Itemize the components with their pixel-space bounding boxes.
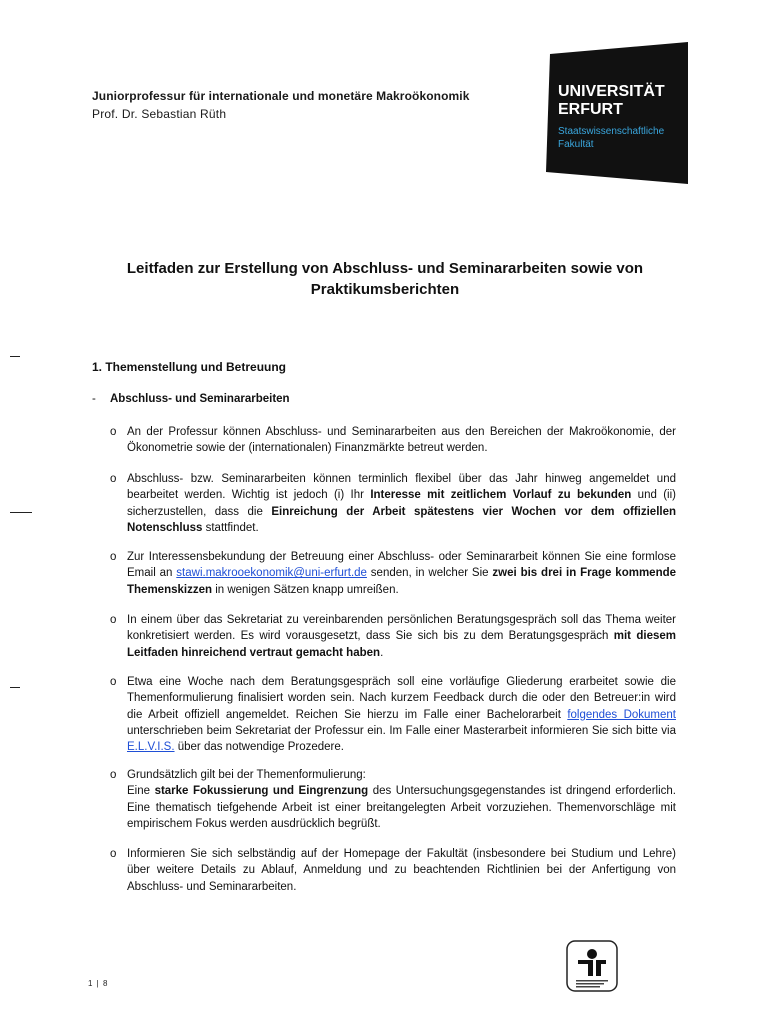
bold-run: Einreichung der Arbeit spätestens vier Wochen vor dem offiziellen Notenschluss bbox=[127, 505, 677, 534]
section-heading: 1. Themenstellung und Betreuung bbox=[92, 360, 287, 374]
bullet-text bbox=[127, 471, 676, 536]
page-number: 1 | 8 bbox=[88, 979, 109, 988]
bold-run: mit diesem Leitfaden hinreichend vertraut gemacht haben bbox=[127, 630, 677, 659]
logo-faculty1: Staatswissenschaftliche bbox=[558, 126, 665, 137]
document-link[interactable]: folgendes Dokument bbox=[567, 708, 676, 721]
text-run: Zur Interessensbekundung der Betreuung einer Abschluss- oder Seminararbeit können Sie eine formlose Email an bbox=[127, 551, 676, 580]
text-run: senden, in welcher Sie bbox=[366, 567, 493, 580]
bullet-symbol: o bbox=[110, 614, 117, 626]
text-run: unterschrieben beim Sekretariat der Professur ein. Im Falle einer Masterarbeit informieren Sie sich bitte via bbox=[127, 724, 676, 737]
list-item bbox=[110, 549, 676, 598]
logo-faculty2: Fakultät bbox=[558, 139, 594, 150]
bold-run: starke Fokussierung und Eingrenzung bbox=[154, 785, 369, 798]
bullet-symbol: o bbox=[110, 848, 117, 860]
elvis-link[interactable]: E.L.V.I.S. bbox=[127, 741, 175, 754]
professor-name: Prof. Dr. Sebastian Rüth bbox=[92, 107, 227, 121]
list-item bbox=[110, 846, 676, 895]
text-run: und (ii) sicherzustellen, dass die bbox=[127, 489, 676, 518]
list-item bbox=[110, 767, 676, 832]
subsection-dash: - bbox=[92, 393, 96, 405]
bullet-symbol: o bbox=[110, 676, 117, 688]
subsection-heading bbox=[92, 393, 290, 405]
margin-mark bbox=[10, 687, 20, 688]
text-run: des Untersuchungsgegenstandes ist dringend erforderlich. Eine thematisch tiefgehende Arbeit ist einer breitangelegten Arbeit vorzuziehen. Themenvorschläge mit empirischem Fokus werden ausdrücklich begrüßt. bbox=[127, 785, 676, 830]
text-run: Abschluss- bzw. Seminararbeiten können terminlich flexibel über das Jahr hinweg angemeldet und bearbeitet werden. Wichtig ist jedoch (i) Ihr bbox=[127, 473, 676, 502]
text-run: Etwa eine Woche nach dem Beratungsgespräch soll eine vorläufige Gliederung erarbeitet sowie die Themenformulierung finalisiert worden sein. Nach kurzem Feedback durch die oder den Betreuer:in wird die Arbeit offiziell angemeldet. Reichen Sie hierzu im Falle einer Bachelorarbeit bbox=[127, 676, 676, 721]
bullet-symbol: o bbox=[110, 769, 117, 781]
text-run: über das notwendige Prozedere. bbox=[174, 741, 344, 754]
logo-line2: ERFURT bbox=[558, 101, 623, 118]
list-item bbox=[110, 471, 676, 536]
text-run: in wenigen Sätzen knapp umreißen. bbox=[212, 583, 399, 596]
bold-run: Interesse mit zeitlichem Vorlauf zu bekunden bbox=[370, 489, 632, 502]
bullet-text bbox=[127, 612, 676, 661]
margin-mark bbox=[10, 512, 32, 513]
document-title: Leitfaden zur Erstellung von Abschluss- und Seminararbeiten sowie von Praktikumsberichten bbox=[126, 260, 644, 298]
email-link[interactable]: stawi.makrooekonomik@uni-erfurt.de bbox=[176, 567, 367, 580]
certification-seal-icon bbox=[566, 940, 618, 992]
text-run: In einem über das Sekretariat zu vereinbarenden persönlichen Beratungsgespräch soll das Thema weiter konkretisiert werden. Es wird vorausgesetzt, dass Sie sich bis zu dem Beratungsgespräch bbox=[127, 614, 676, 643]
bullet-text: Informieren Sie sich selbständig auf der Homepage der Fakultät (insbesondere bei Studium und Lehre) über weitere Details zu Ablauf, Anmeldung und zu beachtenden Richtlinien bei der Anfertigung von Abschluss- und Seminararbeiten. bbox=[127, 848, 676, 893]
bold-run: zwei bis drei in Frage kommende Themenskizzen bbox=[127, 567, 677, 596]
text-run: Eine bbox=[127, 785, 155, 798]
bullet-symbol: o bbox=[110, 473, 117, 485]
chair-name: Juniorprofessur für internationale und monetäre Makroökonomik bbox=[92, 89, 470, 103]
bullet-symbol: o bbox=[110, 426, 117, 438]
bullet-text bbox=[127, 767, 676, 832]
list-item bbox=[110, 612, 676, 661]
bullet-text: An der Professur können Abschluss- und Seminararbeiten aus den Bereichen der Makroökonomie, der Ökonometrie sowie der (internationalen) Finanzmärkte betreut werden. bbox=[127, 426, 676, 455]
university-logo bbox=[544, 42, 690, 184]
text-run: . bbox=[380, 646, 384, 659]
subsection-heading-text: Abschluss- und Seminararbeiten bbox=[110, 393, 290, 405]
margin-mark bbox=[10, 356, 20, 357]
text-run: Grundsätzlich gilt bei der Themenformulierung: bbox=[127, 769, 366, 781]
list-item bbox=[110, 674, 676, 755]
logo-line1: UNIVERSITÄT bbox=[558, 83, 665, 100]
bullet-text bbox=[127, 674, 676, 755]
bullet-text bbox=[127, 549, 676, 598]
list-item bbox=[110, 424, 676, 457]
text-run: stattfindet. bbox=[202, 521, 259, 534]
bullet-symbol: o bbox=[110, 551, 117, 563]
